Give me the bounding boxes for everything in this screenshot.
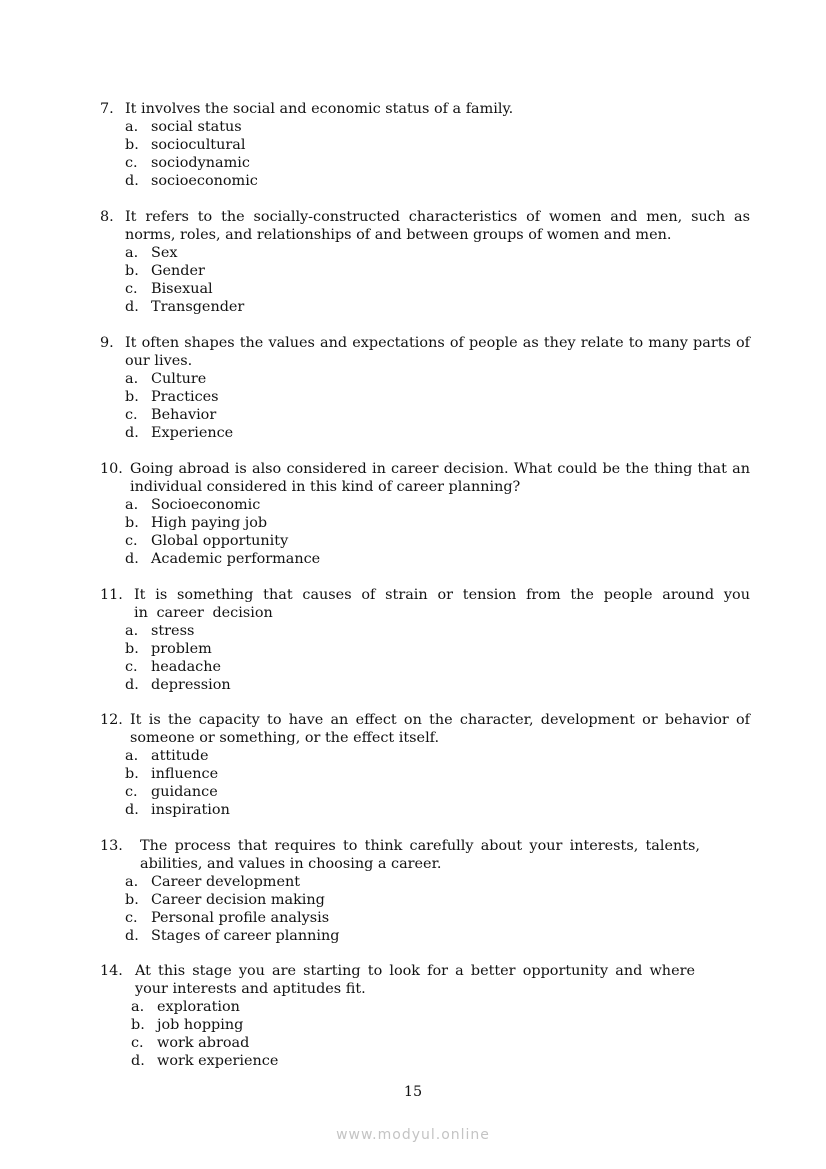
- choice-letter: d.: [125, 551, 139, 567]
- choice-d: [125, 298, 750, 316]
- choice-letter: c.: [125, 281, 138, 297]
- choice-text: Practices: [151, 389, 219, 405]
- choice-letter: d.: [125, 173, 139, 189]
- question-10: [100, 460, 750, 568]
- choice-c: [125, 154, 750, 172]
- choice-letter: d.: [125, 802, 139, 818]
- choice-list: [131, 998, 750, 1070]
- choice-d: [125, 927, 750, 945]
- question-13: [100, 837, 750, 945]
- question-text: It involves the social and economic status of a family.: [125, 101, 514, 117]
- question-number: 11.: [100, 587, 123, 603]
- choice-d: [125, 550, 750, 568]
- choice-b: [125, 136, 750, 154]
- choice-letter: a.: [125, 748, 139, 764]
- question-text: At this stage you are starting to look for a better opportunity and where your interests and aptitudes fit.: [135, 963, 695, 997]
- question-text: It is something that causes of strain or tension from the people around you in career decision: [134, 587, 750, 621]
- choice-text: Behavior: [151, 407, 217, 423]
- question-number: 8.: [100, 209, 114, 225]
- choice-c: [125, 783, 750, 801]
- choice-text: Experience: [151, 425, 234, 441]
- choice-text: inspiration: [151, 802, 230, 818]
- choice-list: [125, 747, 750, 819]
- choice-letter: a.: [125, 874, 139, 890]
- choice-text: High paying job: [151, 515, 268, 531]
- choice-text: depression: [151, 677, 231, 693]
- question-number: 10.: [100, 461, 123, 477]
- question-11: [100, 586, 750, 694]
- choice-c: [125, 532, 750, 550]
- choice-list: [125, 118, 750, 190]
- choice-a: [125, 244, 750, 262]
- choice-text: attitude: [151, 748, 209, 764]
- choice-letter: c.: [125, 155, 138, 171]
- choice-text: Socioeconomic: [151, 497, 261, 513]
- choice-b: [131, 1016, 750, 1034]
- choice-text: Sex: [151, 245, 178, 261]
- choice-letter: b.: [125, 766, 139, 782]
- choice-d: [131, 1052, 750, 1070]
- choice-text: work experience: [157, 1053, 279, 1069]
- choice-d: [125, 424, 750, 442]
- choice-text: influence: [151, 766, 219, 782]
- question-number: 7.: [100, 101, 114, 117]
- choice-text: Academic performance: [151, 551, 321, 567]
- choice-text: problem: [151, 641, 212, 657]
- choice-list: [125, 622, 750, 694]
- choice-text: Transgender: [151, 299, 245, 315]
- choice-text: Career decision making: [151, 892, 325, 908]
- choice-letter: a.: [125, 245, 139, 261]
- choice-text: Gender: [151, 263, 205, 279]
- choice-letter: a.: [125, 497, 139, 513]
- choice-letter: c.: [125, 910, 138, 926]
- watermark: www.modyul.online: [336, 1127, 490, 1143]
- choice-letter: a.: [125, 623, 139, 639]
- choice-letter: c.: [125, 533, 138, 549]
- question-number: 13.: [100, 838, 123, 854]
- choice-letter: b.: [125, 137, 139, 153]
- choice-list: [125, 244, 750, 316]
- choice-c: [125, 280, 750, 298]
- choice-text: work abroad: [157, 1035, 250, 1051]
- choice-b: [125, 891, 750, 909]
- choice-c: [125, 658, 750, 676]
- choice-text: socioeconomic: [151, 173, 258, 189]
- choice-c: [125, 909, 750, 927]
- choice-list: [125, 370, 750, 442]
- choice-letter: b.: [125, 389, 139, 405]
- question-text: Going abroad is also considered in career decision. What could be the thing that an individual considered in this kind of career planning?: [130, 461, 750, 495]
- question-8: [100, 208, 750, 316]
- choice-text: sociocultural: [151, 137, 246, 153]
- question-12: [100, 711, 750, 819]
- choice-text: social status: [151, 119, 242, 135]
- choice-text: sociodynamic: [151, 155, 250, 171]
- choice-a: [131, 998, 750, 1016]
- choice-a: [125, 496, 750, 514]
- choice-letter: b.: [125, 892, 139, 908]
- choice-a: [125, 622, 750, 640]
- question-number: 14.: [100, 963, 123, 979]
- choice-letter: a.: [125, 371, 139, 387]
- choice-letter: b.: [125, 641, 139, 657]
- choice-letter: c.: [131, 1035, 144, 1051]
- choice-text: Global opportunity: [151, 533, 289, 549]
- question-number: 12.: [100, 712, 123, 728]
- choice-text: stress: [151, 623, 195, 639]
- choice-text: Career development: [151, 874, 301, 890]
- question-text: It often shapes the values and expectations of people as they relate to many parts of our lives.: [125, 335, 750, 369]
- choice-a: [125, 370, 750, 388]
- choice-a: [125, 118, 750, 136]
- page-number: 15: [403, 1084, 423, 1100]
- choice-text: guidance: [151, 784, 218, 800]
- choice-text: Personal profile analysis: [151, 910, 330, 926]
- question-14: [100, 962, 750, 1070]
- choice-text: Culture: [151, 371, 207, 387]
- question-text: It is the capacity to have an effect on the character, development or behavior of someone or something, or the effect itself.: [130, 712, 750, 746]
- question-7: [100, 100, 750, 190]
- choice-b: [125, 514, 750, 532]
- choice-letter: d.: [125, 425, 139, 441]
- choice-letter: a.: [131, 999, 145, 1015]
- choice-text: headache: [151, 659, 221, 675]
- choice-letter: b.: [125, 263, 139, 279]
- choice-letter: d.: [131, 1053, 145, 1069]
- choice-letter: d.: [125, 928, 139, 944]
- choice-letter: b.: [131, 1017, 145, 1033]
- choice-b: [125, 262, 750, 280]
- choice-text: Stages of career planning: [151, 928, 340, 944]
- choice-letter: d.: [125, 299, 139, 315]
- question-text: It refers to the socially-constructed characteristics of women and men, such as norms, roles, and relationships of and between groups of women and men.: [125, 209, 750, 243]
- choice-d: [125, 676, 750, 694]
- choice-letter: c.: [125, 407, 138, 423]
- choice-letter: a.: [125, 119, 139, 135]
- choice-c: [125, 406, 750, 424]
- choice-letter: c.: [125, 784, 138, 800]
- choice-a: [125, 747, 750, 765]
- choice-b: [125, 388, 750, 406]
- choice-d: [125, 801, 750, 819]
- question-9: [100, 334, 750, 442]
- choice-list: [125, 873, 750, 945]
- question-number: 9.: [100, 335, 114, 351]
- choice-list: [125, 496, 750, 568]
- choice-letter: c.: [125, 659, 138, 675]
- choice-d: [125, 172, 750, 190]
- choice-text: Bisexual: [151, 281, 213, 297]
- question-text: The process that requires to think carefully about your interests, talents, abilities, and values in choosing a career.: [140, 838, 700, 872]
- choice-letter: b.: [125, 515, 139, 531]
- choice-c: [131, 1034, 750, 1052]
- choice-text: exploration: [157, 999, 240, 1015]
- choice-b: [125, 640, 750, 658]
- choice-a: [125, 873, 750, 891]
- choice-b: [125, 765, 750, 783]
- choice-letter: d.: [125, 677, 139, 693]
- choice-text: job hopping: [157, 1017, 244, 1033]
